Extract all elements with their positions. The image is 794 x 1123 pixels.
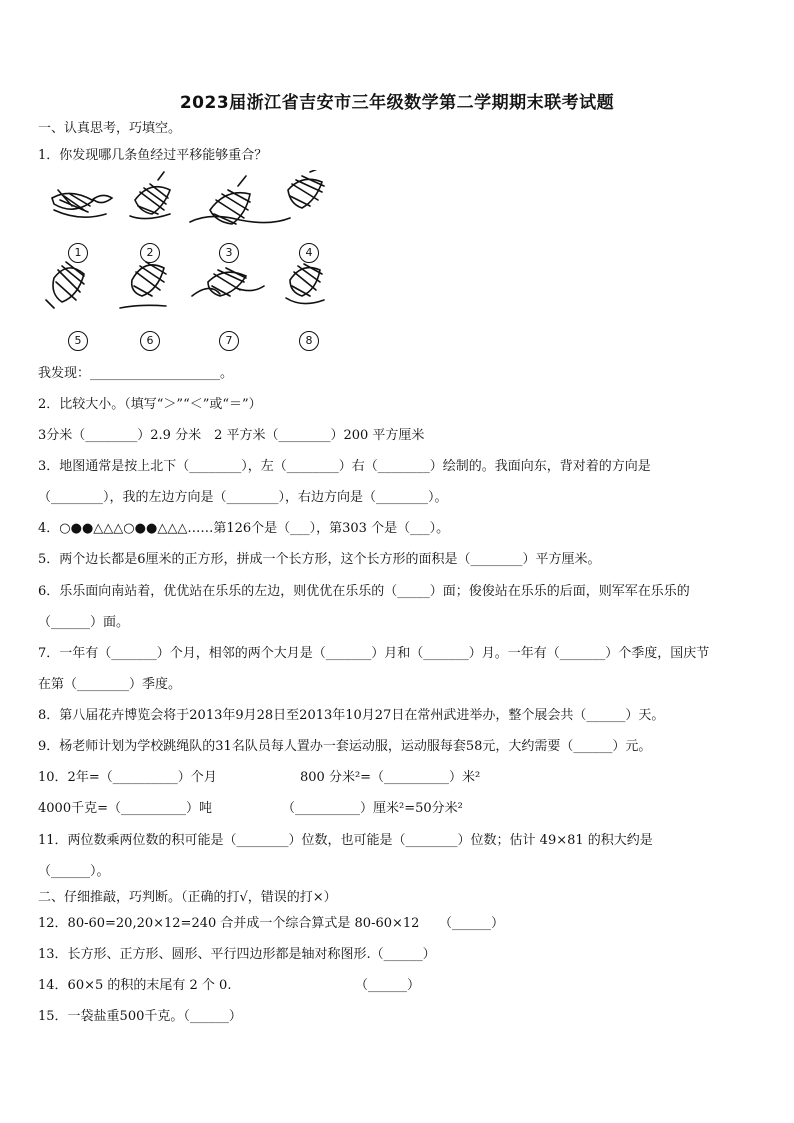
section-2-heading: 二、仔细推敲，巧判断。（正确的打√，错误的打×）: [38, 890, 337, 905]
question-8: 8．第八届花卉博览会将于2013年9月28日至2013年10月27日在常州武进举办，整个展会共（______）天。: [38, 708, 665, 723]
question-3-line-2: （________），我的左边方向是（________），右边方向是（________）。: [38, 490, 448, 505]
question-15: 15．一袋盐重500千克。（______）: [38, 1009, 242, 1024]
question-10-right-1: 800 分米²=（__________）米²: [300, 770, 481, 785]
question-2-line: 3分米（________）2.9 分米 2 平方米（________）200 平方厘米: [38, 428, 425, 443]
question-10-left-1: 10．2年=（__________）个月: [38, 770, 217, 785]
fish-label-7: 7: [219, 331, 239, 351]
question-3-line-1: 3．地图通常是按上北下（________），左（________）右（________）绘制的。我面向东，背对着的方向是: [38, 459, 651, 474]
fish-5-icon: [46, 262, 84, 308]
question-6-line-1: 6．乐乐面向南站着，优优站在乐乐的左边，则优优在乐乐的（_____）面；俊俊站在乐乐的后面，则军军在乐乐的: [38, 584, 690, 599]
question-14: 14．60×5 的积的末尾有 2 个 0. （______）: [38, 978, 420, 993]
fish-label-8: 8: [299, 331, 319, 351]
fish-8-icon: [286, 264, 324, 304]
fish-4-icon: [288, 170, 324, 208]
question-5: 5．两个边长都是6厘米的正方形，拼成一个长方形，这个长方形的面积是（________）平方厘米。: [38, 552, 601, 567]
question-11-line-1: 11．两位数乘两位数的积可能是（________）位数，也可能是（________）位数；估计 49×81 的积大约是: [38, 833, 653, 848]
fish-label-4: 4: [299, 243, 319, 263]
question-13: 13．长方形、正方形、圆形、平行四边形都是轴对称图形.（______）: [38, 947, 436, 962]
fish-3-icon: [190, 176, 290, 224]
fish-7-icon: [192, 268, 264, 296]
fish-1-icon: [52, 190, 112, 217]
fish-label-2: 2: [140, 243, 160, 263]
fish-label-3: 3: [219, 243, 239, 263]
question-12: 12．80-60=20,20×12=240 合并成一个综合算式是 80-60×12 （______）: [38, 916, 504, 931]
fish-label-5: 5: [68, 331, 88, 351]
fish-figure: [40, 170, 340, 360]
question-7-line-2: 在第（________）季度。: [38, 677, 182, 692]
question-6-line-2: （______）面。: [38, 615, 130, 630]
question-9: 9．杨老师计划为学校跳绳队的31名队员每人置办一套运动服，运动服每套58元，大约需要（______）元。: [38, 739, 652, 754]
page-title: 2023届浙江省吉安市三年级数学第二学期期末联考试题: [179, 93, 615, 113]
fish-2-icon: [130, 172, 170, 219]
section-1-heading: 一、认真思考，巧填空。: [38, 121, 182, 136]
question-1-answer: 我发现：____________________。: [38, 366, 234, 381]
question-11-line-2: （______）。: [38, 864, 110, 879]
question-4: 4．○●●△△△○●●△△△……第126个是（___），第303 个是（___）。: [38, 521, 450, 536]
fish-label-6: 6: [140, 331, 160, 351]
question-10-right-2: （__________）厘米²=50分米²: [282, 801, 463, 816]
question-10-left-2: 4000千克=（__________）吨: [38, 801, 212, 816]
question-7-line-1: 7．一年有（_______）个月，相邻的两个大月是（_______）月和（_______）月。一年有（_______）个季度，国庆节: [38, 646, 710, 661]
question-2: 2．比较大小。（填写“＞”“＜”或“＝”）: [38, 397, 262, 412]
question-1: 1．你发现哪几条鱼经过平移能够重合？: [38, 148, 268, 163]
fish-drawing: [40, 170, 340, 360]
fish-6-icon: [120, 262, 166, 308]
fish-label-1: 1: [68, 243, 88, 263]
